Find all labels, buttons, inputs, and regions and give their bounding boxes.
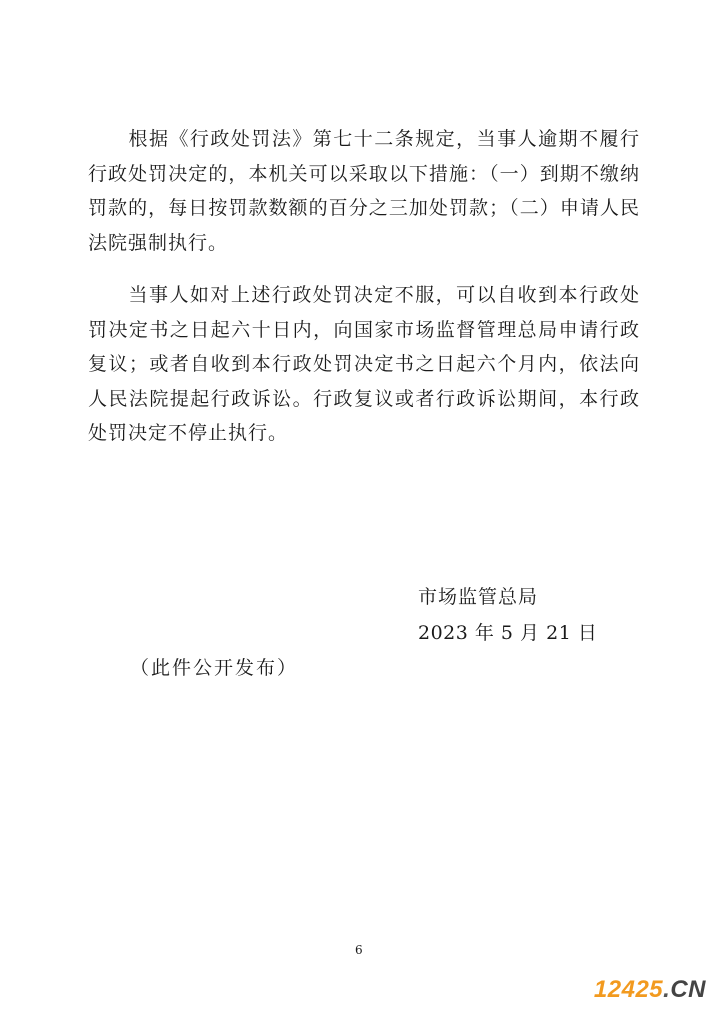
site-watermark-logo [594,976,706,1004]
watermark-dot: . [663,976,671,1003]
publication-notice: （此件公开发布） [130,657,299,679]
penalty-enforcement-paragraph [88,122,640,260]
signature-date: 2023 年 5 月 21 日 [418,622,598,644]
watermark-suffix: CN [670,976,706,1003]
signature-organization: 市场监管总局 [418,586,539,608]
page-number: 6 [355,943,363,957]
watermark-number: 12425 [593,976,664,1003]
paragraph-2-text: 当事人如对上述行政处罚决定不服，可以自收到本行政处罚决定书之日起六十日内，向国家市场监督管理总局申请行政复议；或者自收到本行政处罚决定书之日起六个月内，依法向人民法院提起行政诉讼。行政复议或者行政诉讼期间，本行政处罚决定不停止执行。 [88,284,640,444]
appeal-rights-paragraph [88,278,640,451]
paragraph-1-text: 根据《行政处罚法》第七十二条规定，当事人逾期不履行行政处罚决定的，本机关可以采取以下措施：（一）到期不缴纳罚款的，每日按罚款数额的百分之三加处罚款；（二）申请人民法院强制执行。 [88,128,640,254]
